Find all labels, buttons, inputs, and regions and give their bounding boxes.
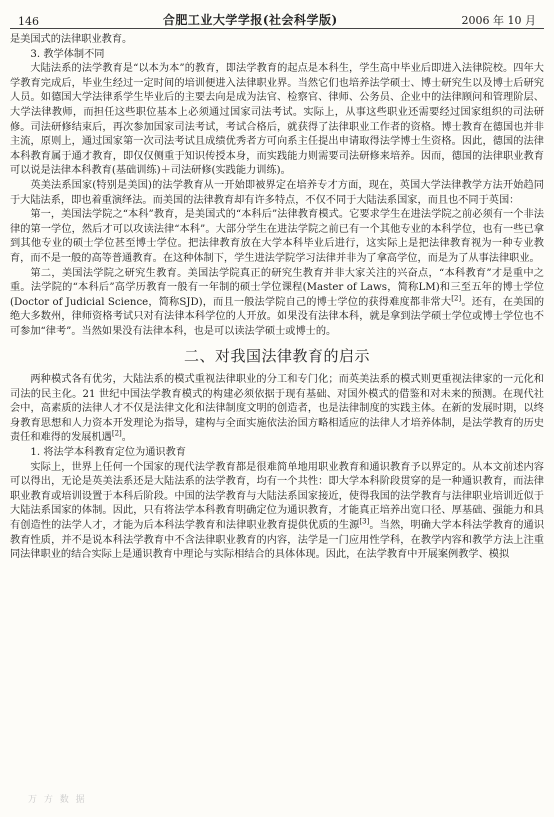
- paragraph-us-graduate-text: 第二，美国法学院之研究生教育。美国法学院真正的研究生教育并非大家关注的兴奋点，“本科教育”才是重中之重。法学院的“本科后”高学历教育一般有一年制的硕士学位课程(Master of Laws，简称LM)和三至五年的博士学位(Doctor of Judicial Science，简称SJD)，而且一般法学院自己的博士学位的获得难度都非常大: [10, 267, 544, 308]
- subheading-general-education: 1. 将法学本科教育定位为通识教育: [30, 447, 186, 459]
- section-heading: 二、对我国法律教育的启示: [183, 347, 370, 366]
- paragraph-us-graduate: [10, 267, 544, 340]
- issue-date: 2006 年 10 月: [461, 14, 536, 27]
- paragraph-two-models-text: 两种模式各有优劣，大陆法系的模式重视法律职业的分工和专门化；而英美法系的模式则更重视法律家的一元化和司法的民主化。21 世纪中国法学教育模式的构建必须依据于现有基础、对国外模式的借鉴和对未来的预测。在现代社会中，高素质的法律人才不仅是法律文化和法律制度文明的创造者，也是法律制度的实践主体。在新的发展时期，以终身教育思想和人力资本开发理论为指导，建构与全面实施依法治国方略相适应的法律人才培养体制，是法学教育的历史责任和难得的发展机遇: [10, 374, 544, 444]
- paragraph-general-education-end: 。当然，明确大学本科法学教育的通识教育性质，并不是说本科法学教育中不含法律职业教育的内容，法学是一门应用性学科，在教学内容和教学方法上注重同法律职业的结合实际上是通识教育中理论与实际相结合的具体体现。因此，在法学教育中开展案例教学、模拟: [10, 520, 545, 561]
- paragraph-two-models-end: 。: [121, 432, 132, 444]
- paragraph-continuation: 是美国式的法律职业教育。: [10, 34, 133, 45]
- body-text: [10, 29, 544, 563]
- running-header: [10, 6, 544, 29]
- paragraph-general-education: [10, 461, 544, 563]
- citation-ref[interactable]: [2]: [451, 294, 462, 303]
- paragraph-us-graduate-end: 。还有，在美国的绝大多数州，律师资格考试只对有法律本科学位的人开放。如果没有法律本科，就是拿到法学硕士学位或博士学位也不可参加“律考”。当然如果没有法律本科，也是可以读法学硕士或博士的。: [10, 296, 545, 337]
- citation-ref[interactable]: [3]: [359, 517, 370, 526]
- subheading-teaching-system: 3. 教学体制不同: [30, 48, 105, 60]
- paragraph-continental-law: 大陆法系的法学教育是“以本为本”的教育，即法学教育的起点是本科生，学生高中毕业后即进入法律院校。四年大学教育完成后，毕业生经过一定时间的培训便进入法律职业界。当然它们也培养法学硕士、博士研究生以及博士后研究人员。如德国大学法律系学生毕业后的主要去向是成为法官、检察官、律师、公务员、企业中的法律顾问和管理阶层、大学法律教师，而担任这些职位基本上必须通过国家司法考试。实际上，从事这些职业还需要经过国家组织的司法研修。司法研修结束后，再次参加国家司法考试，考试合格后，就获得了法律职业工作者的资格。博士教育在德国也并非主流，原则上，通过国家第一次司法考试且成绩优秀者方可向系主任提出申请取得法学博士生资格。因此，德国的法律本科教育属于通才教育，即仅仅侧重于知识传授本身，而实践能力则需要司法研修来培养。因而，德国的法律职业教育可以说是法律本科教育(基础训练)＋司法研修(实践能力训练)。: [10, 63, 544, 177]
- paragraph-common-law: 英美法系国家(特别是美国)的法学教育从一开始即被界定在培养专才方面，现在，英国大学法律教学方法开始趋同于大陆法系，即也着重演绎法。而美国的法律教育却有许多特点，不仅不同于大陆法系国家，而且也不同于英国：: [10, 179, 544, 206]
- page-number: 146: [18, 15, 39, 28]
- paragraph-us-undergraduate: 第一，美国法学院之“本科”教育，是美国式的“本科后”法律教育模式。它要求学生在进法学院之前必须有一个非法律的第一学位，然后才可以攻读法律“本科”。大部分学生在进法学院之前已有一个其他专业的本科学位，也有一些已拿到其他专业的硕士学位甚至博士学位。把法律教育放在大学本科毕业后进行，这实际上是把法律教育视为一种专业教育，而不是一般的高等普通教育。在这种体制下，学生进法学院学习法律并非为了拿高学位，而是为了从事法律职业。: [10, 209, 544, 264]
- journal-title: 合肥工业大学学报(社会科学版): [162, 13, 338, 27]
- paragraph-two-models: [10, 373, 544, 446]
- paragraph-general-education-text: 实际上，世界上任何一个国家的现代法学教育都是很难简单地用职业教育和通识教育予以界定的。从本文前述内容可以得出，无论是英美法系还是大陆法系的法学教育，均有一个共性：即大学本科阶段贯穿的是一种通识教育，而法律职业教育或培训设置于本科后阶段。中国的法学教育与大陆法系国家接近，使得我国的法学教育与法律职业培训近似于大陆法系国家的体制。因此，只有将法学本科教育明确定位为通识教育，才能真正培养出宽口径、厚基础、强能力和具有创造性的法学人才，才能为后本科法学教育和法律职业教育提供优质的生源: [10, 461, 544, 531]
- watermark: 万 方 数 据: [28, 795, 87, 805]
- citation-ref[interactable]: [2]: [111, 430, 122, 439]
